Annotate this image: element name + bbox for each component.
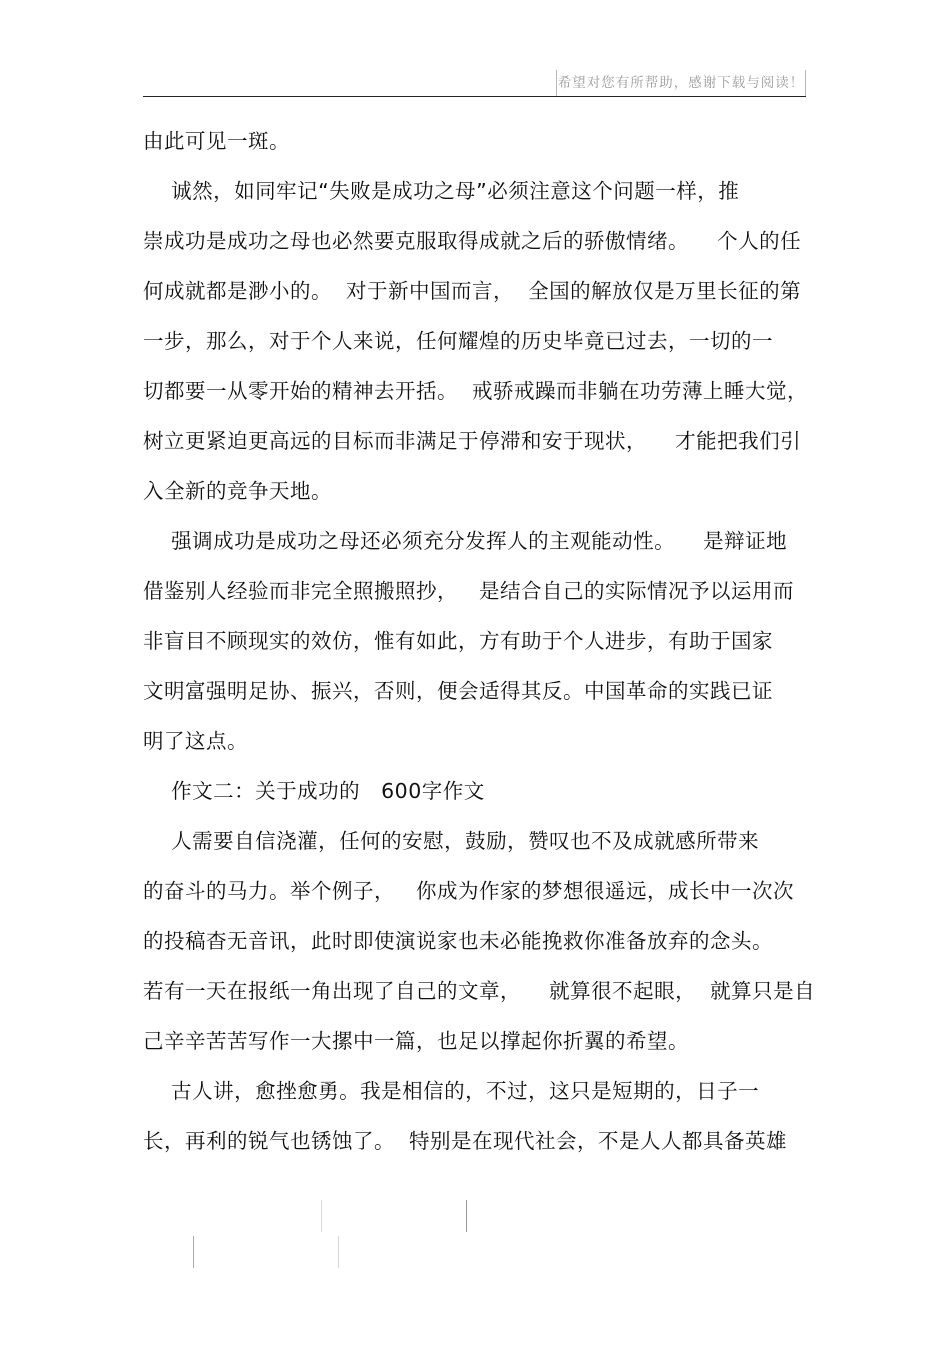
text-line: 崇成功是成功之母也必然要克服取得成就之后的骄傲情绪。 个人的任 xyxy=(143,229,802,253)
text-line: 的奋斗的马力。举个例子， 你成为作家的梦想很遥远，成长中一次次 xyxy=(143,879,795,903)
text-line: 人需要自信浇灌，任何的安慰，鼓励，赞叹也不及成就感所带来 xyxy=(143,829,760,853)
text-line: 明了这点。 xyxy=(143,729,248,753)
section-heading: 作文二：关于成功的 600字作文 xyxy=(143,779,485,803)
scan-artifact-line xyxy=(338,1236,339,1268)
header-note: 希望对您有所帮助，感谢下载与阅读！ xyxy=(556,70,806,96)
text-line: 若有一天在报纸一角出现了自己的文章， 就算很不起眼， 就算只是自 xyxy=(143,979,816,1003)
text-line: 的投稿杳无音讯，此时即使演说家也未必能挽救你准备放弃的念头。 xyxy=(143,929,773,953)
scan-artifact-line xyxy=(466,1200,467,1232)
text-line: 入全新的竞争天地。 xyxy=(143,479,332,503)
text-line: 强调成功是成功之母还必须充分发挥人的主观能动性。 是辩证地 xyxy=(143,529,788,553)
text-line: 一步，那么，对于个人来说，任何耀煌的历史毕竟已过去，一切的一 xyxy=(143,329,773,353)
text-line: 诚然，如同牢记“失败是成功之母”必须注意这个问题一样，推 xyxy=(143,179,740,203)
text-line: 树立更紧迫更高远的目标而非满足于停滞和安于现状， 才能把我们引 xyxy=(143,429,802,453)
scan-artifact-line xyxy=(193,1236,194,1268)
header-rule xyxy=(143,96,806,97)
text-line: 何成就都是渺小的。 对于新中国而言， 全国的解放仅是万里长征的第 xyxy=(143,279,802,303)
text-line: 由此可见一斑。 xyxy=(143,129,290,153)
text-line: 借鉴别人经验而非完全照搬照抄， 是结合自己的实际情况予以运用而 xyxy=(143,579,795,603)
text-line: 己辛辛苦苦写作一大摞中一篇，也足以撑起你折翼的希望。 xyxy=(143,1029,689,1053)
text-line: 非盲目不顾现实的效仿，惟有如此，方有助于个人进步，有助于国家 xyxy=(143,629,773,653)
text-line: 切都要一从零开始的精神去开括。 戒骄戒躁而非躺在功劳薄上睡大觉， xyxy=(143,379,809,403)
text-line: 古人讲，愈挫愈勇。我是相信的，不过，这只是短期的，日子一 xyxy=(143,1079,760,1103)
scan-artifact-line xyxy=(321,1200,322,1232)
text-line: 文明富强明足协、振兴，否则，便会适得其反。中国革命的实践已证 xyxy=(143,679,773,703)
text-line: 长，再利的锐气也锈蚀了。 特别是在现代社会，不是人人都具备英雄 xyxy=(143,1129,788,1153)
